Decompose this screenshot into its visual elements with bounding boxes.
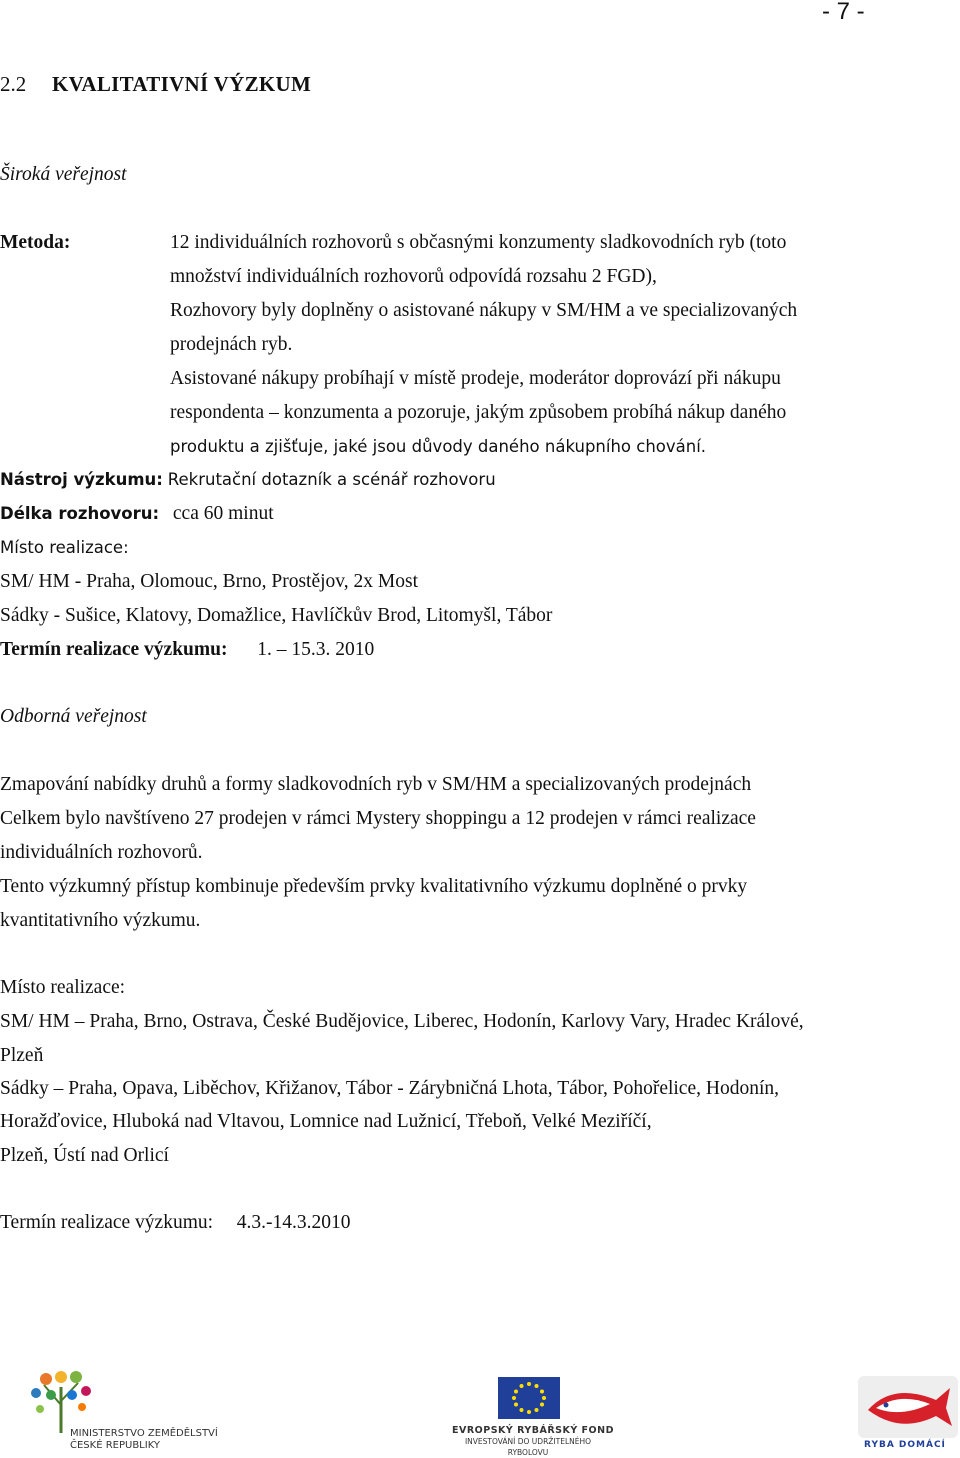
professional-place-line: Plzeň, Ústí nad Orlicí (0, 1145, 169, 1166)
eu-fund-name (452, 1425, 614, 1458)
ministry-name-line: MINISTERSTVO ZEMĚDĚLSTVÍ (70, 1428, 218, 1439)
professional-place-line: Horažďovice, Hluboká nad Vltavou, Lomnice nad Lužnicí, Třeboň, Velké Meziříčí, (0, 1111, 652, 1132)
ministry-name (70, 1428, 218, 1452)
professional-line: Zmapování nabídky druhů a formy sladkovodních ryb v SM/HM a specializovaných prodejnách (0, 774, 752, 795)
section-title: KVALITATIVNÍ VÝZKUM (52, 72, 312, 96)
place-label: Místo realizace: (0, 538, 129, 557)
method-line: Rozhovory byly doplněny o asistované nákupy v SM/HM a ve specializovaných (170, 300, 798, 321)
method-line: respondenta – konzumenta a pozoruje, jakým způsobem probíhá nákup daného (170, 402, 787, 423)
place-ponds: Sádky - Sušice, Klatovy, Domažlice, Havlíčkův Brod, Litomyšl, Tábor (0, 605, 553, 626)
section-number: 2.2 (0, 72, 27, 96)
eu-fund-line: RYBOLOVU (507, 1448, 549, 1457)
professional-line: Tento výzkumný přístup kombinuje především prvky kvalitativního výzkumu doplněné o prvky (0, 876, 748, 897)
professional-line: kvantitativního výzkumu. (0, 910, 201, 931)
professional-term-value: 4.3.-14.3.2010 (236, 1212, 351, 1233)
ryba-domaci-logo (858, 1376, 958, 1438)
professional-term-label: Termín realizace výzkumu: (0, 1212, 214, 1233)
professional-place-label: Místo realizace: (0, 977, 126, 998)
method-line: Asistované nákupy probíhají v místě prodeje, moderátor doprovází při nákupu (170, 368, 781, 389)
duration-label: Délka rozhovoru: (0, 504, 160, 523)
duration-value: cca 60 minut (172, 503, 274, 524)
method-line: produktu a zjišťuje, jaké jsou důvody daného nákupního chování. (170, 437, 707, 456)
professional-place-line: Sádky – Praha, Opava, Liběchov, Křižanov, Tábor - Zárybničná Lhota, Tábor, Pohořelice, Hodonín, (0, 1078, 779, 1099)
eu-fund-line: EVROPSKÝ RYBÁŘSKÝ FOND (452, 1425, 614, 1436)
ryba-domaci-name: RYBA DOMÁCÍ (864, 1440, 946, 1450)
page-number: - 7 - (822, 0, 865, 25)
method-line: množství individuálních rozhovorů odpovídá rozsahu 2 FGD), (170, 266, 657, 287)
ministry-name-line: ČESKÉ REPUBLIKY (70, 1440, 161, 1451)
professional-heading: Odborná veřejnost (0, 706, 147, 727)
professional-place-line: Plzeň (0, 1045, 44, 1066)
ministry-logo (26, 1365, 96, 1435)
tool-label: Nástroj výzkumu: (0, 470, 163, 489)
tool-value: Rekrutační dotazník a scénář rozhovoru (167, 470, 496, 489)
method-line: 12 individuálních rozhovorů s občasnými konzumenty sladkovodních ryb (toto (170, 232, 787, 253)
professional-line: Celkem bylo navštíveno 27 prodejen v rámci Mystery shoppingu a 12 prodejen v rámci realizace (0, 808, 756, 829)
eu-flag-icon (498, 1377, 560, 1419)
place-sm: SM/ HM - Praha, Olomouc, Brno, Prostějov, 2x Most (0, 571, 418, 592)
eu-fund-line: INVESTOVÁNÍ DO UDRŽITELNÉHO (464, 1437, 592, 1446)
method-label: Metoda: (0, 232, 71, 253)
term-label: Termín realizace výzkumu: (0, 639, 228, 660)
method-line: prodejnách ryb. (170, 334, 293, 355)
professional-place-line: SM/ HM – Praha, Brno, Ostrava, České Budějovice, Liberec, Hodonín, Karlovy Vary, Hradec Králové, (0, 1011, 804, 1032)
term-value: 1. – 15.3. 2010 (257, 639, 375, 660)
professional-line: individuálních rozhovorů. (0, 842, 203, 863)
public-heading: Široká veřejnost (0, 164, 127, 185)
